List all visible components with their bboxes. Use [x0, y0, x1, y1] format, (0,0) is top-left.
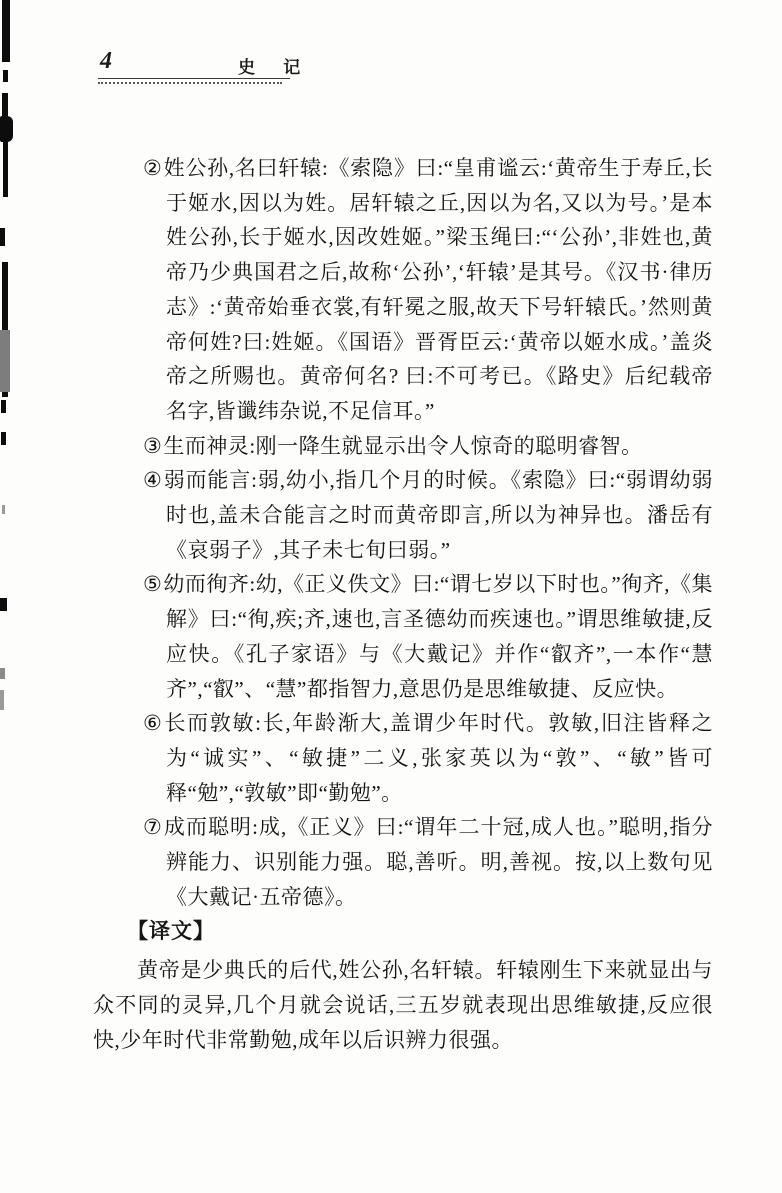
scan-artifact [0, 116, 13, 142]
scan-artifact [2, 0, 10, 62]
annotation-marker: ⑦ [143, 815, 163, 840]
annotation-marker: ④ [143, 468, 163, 493]
annotation-item [143, 463, 713, 567]
annotation-marker: ② [143, 156, 163, 180]
scan-artifact [1, 400, 6, 413]
running-title: 史 记 [238, 58, 313, 77]
annotation-text: 幼而徇齐:幼,《正义佚文》曰:“谓七岁以下时也。”徇齐,《集解》曰:“徇,疾;齐,速也,言圣德幼而疾速也。”谓思维敏捷,反应快。《孔子家语》与《大戴记》并作“叡齐”,一本作“慧齐”,“叡”、“慧”都指智力,意思仍是思维敏捷、反应快。 [163, 572, 713, 701]
page-content [93, 151, 713, 1057]
scan-artifact [0, 668, 5, 679]
annotation-item [143, 567, 713, 706]
annotation-item [143, 151, 713, 429]
annotation-item [143, 706, 713, 810]
translation-paragraph: 黄帝是少典氏的后代,姓公孙,名轩辕。轩辕刚生下来就显出与众不同的灵异,几个月就会说话,三五岁就表现出思维敏捷,反应很快,少年时代非常勤勉,成年以后识辨力很强。 [93, 958, 713, 1052]
annotation-marker: ③ [143, 433, 163, 458]
scan-artifact [0, 330, 10, 392]
annotations-list [143, 151, 713, 914]
annotation-item [143, 429, 713, 464]
annotation-text: 弱而能言:弱,幼小,指几个月的时候。《索隐》曰:“弱谓幼弱时也,盖未合能言之时而黄帝即言,所以为神异也。潘岳有《哀弱子》,其子未七旬曰弱。” [163, 468, 713, 562]
header-rule [98, 78, 290, 79]
scan-artifact [1, 432, 6, 445]
annotation-item [143, 810, 713, 914]
annotation-marker: ⑤ [143, 572, 163, 597]
annotation-text: 姓公孙,名曰轩辕:《索隐》曰:“皇甫谧云:‘黄帝生于寿丘,长于姬水,因以为姓。居轩辕之丘,因以为名,又以为号。’是本姓公孙,长于姬水,因改姓姬。”梁玉绳曰:“‘公孙’,非姓也,黄帝乃少典国君之后,故称‘公孙’,‘轩辕’是其号。《汉书·律历志》:‘黄帝始垂衣裳,有轩冕之服,故天下号轩辕氏。’然则黄帝何姓?曰:姓姬。《国语》晋胥臣云:‘黄帝以姬水成。’盖炎帝之所赐也。黄帝何名? 曰:不可考已。《路史》后纪载帝名字,皆谶纬杂说,不足信耳。” [163, 156, 713, 423]
page-number: 4 [100, 48, 112, 74]
annotation-text: 长而敦敏:长,年龄渐大,盖谓少年时代。敦敏,旧注皆释之为“诚实”、“敏捷”二义,张家英以为“敦”、“敏”皆可释“勉”,“敦敏”即“勤勉”。 [164, 711, 713, 805]
scan-artifact [0, 598, 7, 611]
scan-artifact [0, 690, 4, 710]
scan-artifact [0, 228, 5, 246]
header-rule-wavy [98, 82, 282, 84]
scan-artifact [3, 70, 8, 82]
scan-artifact [3, 142, 8, 197]
scan-artifact [2, 505, 5, 514]
annotation-text: 生而神灵:刚一降生就显示出令人惊奇的聪明睿智。 [163, 433, 643, 458]
annotation-text: 成而聪明:成,《正义》曰:“谓年二十冠,成人也。”聪明,指分辨能力、识别能力强。聪,善听。明,善视。按,以上数句见《大戴记·五帝德》。 [163, 815, 714, 909]
annotation-marker: ⑥ [143, 711, 164, 736]
translation-label: 【译文】 [127, 919, 215, 944]
